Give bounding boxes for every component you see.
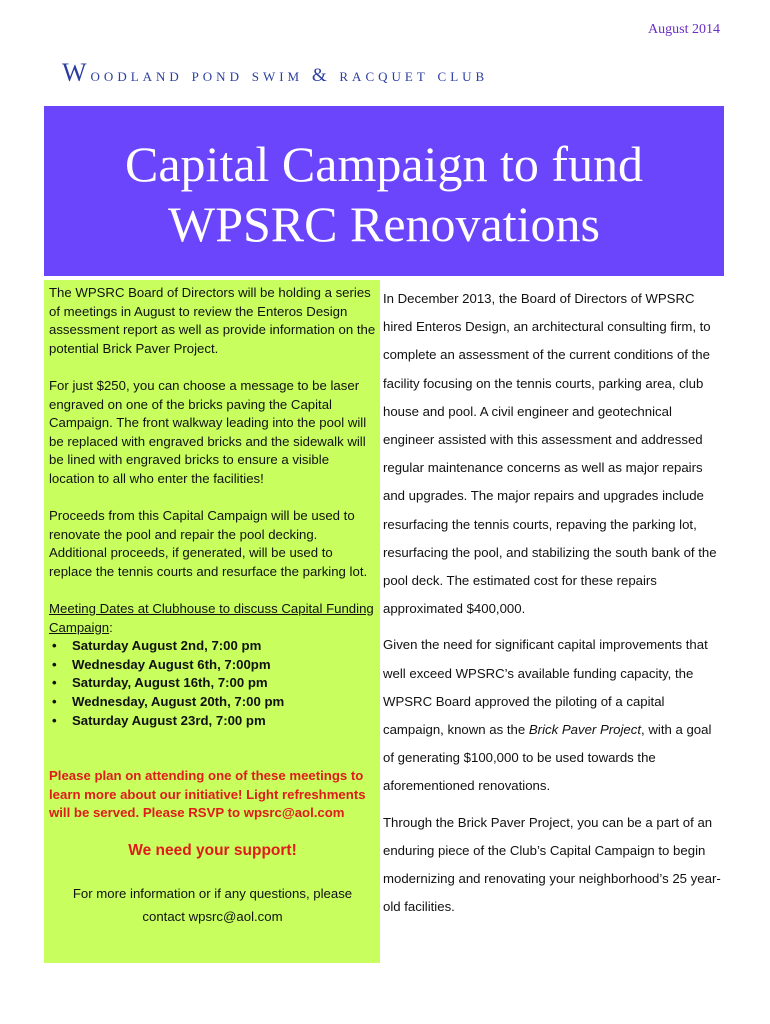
bullet-icon: • [52,638,57,654]
title-line-1: Capital Campaign to fund [125,136,643,192]
club-name-rest: oodland pond swim & racquet club [90,65,489,86]
article-paragraph-2-end: , with a goal of generating $100,000 to be used towards the aforementioned renovations. [383,722,712,794]
title-banner [44,106,724,276]
meeting-date: Saturday August 2nd, 7:00 pm [72,638,262,654]
more-info-line-1: For more information or if any questions, please [72,886,353,902]
bullet-icon: • [52,656,57,672]
page-title [44,134,724,254]
bullet-icon: • [52,712,57,728]
club-name-initial: W [62,58,91,87]
list-item [49,693,376,712]
meeting-date: Wednesday August 6th, 7:00pm [72,656,271,672]
meetings-heading: Meeting Dates at Clubhouse to discuss Capital Funding Campaign [49,601,374,635]
meeting-date: Wednesday, August 20th, 7:00 pm [72,694,285,710]
title-line-2: WPSRC Renovations [168,196,600,252]
list-item [49,637,376,656]
list-item [49,712,376,731]
issue-date: August 2014 [648,22,720,37]
support-callout: We need your support! [128,841,297,859]
meetings-heading-wrap [49,600,376,637]
more-info [49,882,376,928]
article-paragraph-3: Through the Brick Paver Project, you can be a part of an enduring piece of the Club’s Capital Campaign to begin modernizing and renovating your neighborhood’s 25 year-old facilities. [383,814,721,915]
article-paragraph-2-start: Given the need for significant capital improvements that well exceed WPSRC’s available funding capacity, the WPSRC Board approved the piloting of a capital campaign, known as the [383,637,708,738]
meeting-date: Saturday, August 16th, 7:00 pm [72,675,268,691]
bullet-icon: • [52,675,57,691]
engraving-paragraph: For just $250, you can choose a message to be laser engraved on one of the bricks paving the Capital Campaign. The front walkway leading into the pool will be replaced with engraved bricks and the sidewalk will be lined with engraved bricks to ensure a visible location to all who enter the facilities! [49,377,367,486]
meeting-dates-list [49,637,376,730]
more-info-line-2: contact wpsrc@aol.com [142,909,283,925]
list-item [49,674,376,693]
article-paragraph-2 [383,631,723,800]
proceeds-paragraph: Proceeds from this Capital Campaign will be used to renovate the pool and repair the pool decking. Additional proceeds, if generated, will be used to replace the tennis courts and resurface the parking lot. [49,508,368,579]
main-article [383,285,723,929]
project-name: Brick Paver Project [528,722,642,738]
list-item [49,656,376,675]
bullet-icon: • [52,694,57,710]
club-name [62,58,488,88]
rsvp-notice: Please plan on attending one of these meetings to learn more about our initiative! Light refreshments will be served. Please RSVP to wpsrc@aol.com [49,768,366,821]
article-paragraph-1: In December 2013, the Board of Directors of WPSRC hired Enteros Design, an architectural consulting firm, to complete an assessment of the current conditions of the facility focusing on the tennis courts, parking area, club house and pool. A civil engineer and geotechnical engineer assisted with this assessment and addressed regular maintenance concerns as well as major repairs and upgrades. The major repairs and upgrades include resurfacing the tennis courts, repaving the parking lot, resurfacing the pool, and stabilizing the south bank of the pool deck. The estimated cost for these repairs approximated $400,000. [383,291,717,617]
meetings-heading-colon: : [109,619,113,635]
intro-paragraph: The WPSRC Board of Directors will be holding a series of meetings in August to review the Enteros Design assessment report as well as provide information on the potential Brick Paver Project. [49,285,376,356]
left-sidebar-panel [44,280,380,963]
meeting-date: Saturday August 23rd, 7:00 pm [72,712,266,728]
